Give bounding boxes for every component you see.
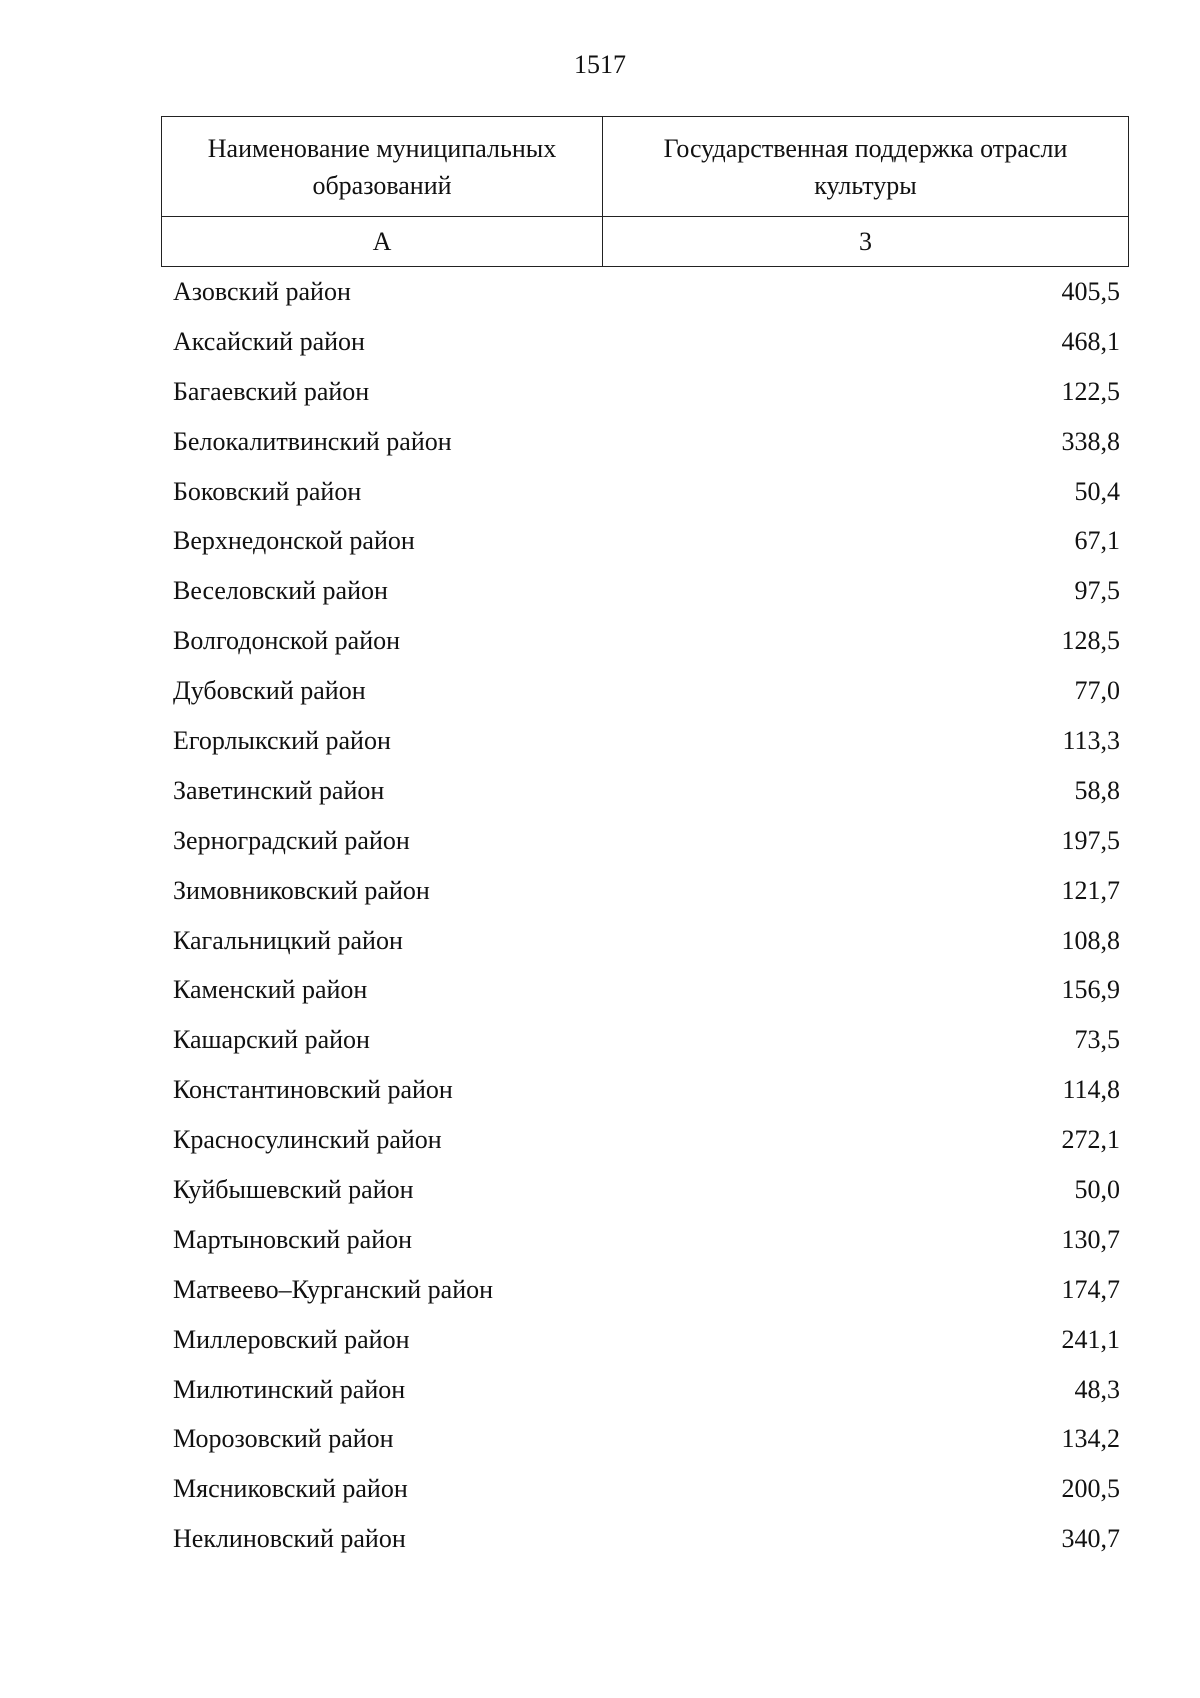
support-amount: 67,1: [1074, 526, 1120, 556]
table-body: [173, 267, 1120, 1564]
municipality-name: Мясниковский район: [173, 1474, 408, 1504]
column-index-row: [162, 217, 1129, 267]
column-index-value: 3: [603, 217, 1129, 267]
support-amount: 174,7: [1061, 1274, 1120, 1304]
support-amount: 122,5: [1061, 376, 1120, 406]
table-row: [173, 1464, 1120, 1514]
support-amount: 73,5: [1074, 1025, 1120, 1055]
municipality-name: Кашарский район: [173, 1025, 370, 1055]
table-row: [173, 866, 1120, 916]
municipality-name: Матвеево–Курганский район: [173, 1274, 494, 1304]
table-row: [173, 566, 1120, 616]
municipality-name: Красносулинский район: [173, 1125, 442, 1155]
column-index-name: А: [162, 217, 603, 267]
municipality-name: Миллеровский район: [173, 1324, 410, 1354]
table-row: [173, 417, 1120, 467]
table-row: [173, 1315, 1120, 1365]
municipality-name: Дубовский район: [173, 676, 366, 706]
municipality-name: Заветинский район: [173, 775, 385, 805]
support-amount: 77,0: [1074, 676, 1120, 706]
table-row: [173, 766, 1120, 816]
support-amount: 241,1: [1061, 1324, 1120, 1354]
municipality-name: Константиновский район: [173, 1075, 453, 1105]
table-row: [173, 516, 1120, 566]
support-amount: 130,7: [1061, 1224, 1120, 1254]
support-amount: 197,5: [1061, 825, 1120, 855]
municipality-name: Зерноградский район: [173, 825, 410, 855]
header-row: [162, 117, 1129, 217]
table-row: [173, 1365, 1120, 1415]
municipality-name: Кагальницкий район: [173, 925, 403, 955]
support-amount: 340,7: [1061, 1524, 1120, 1554]
municipality-name: Егорлыкский район: [173, 725, 391, 755]
table-row: [173, 1115, 1120, 1165]
municipality-name: Боковский район: [173, 476, 362, 506]
table-row: [173, 616, 1120, 666]
table-row: [173, 1215, 1120, 1265]
support-amount: 58,8: [1074, 775, 1120, 805]
table-row: [173, 1165, 1120, 1215]
municipality-name: Морозовский район: [173, 1424, 394, 1454]
support-amount: 200,5: [1061, 1474, 1120, 1504]
municipality-name: Верхнедонской район: [173, 526, 415, 556]
table-row: [173, 1265, 1120, 1315]
support-amount: 113,3: [1062, 725, 1120, 755]
municipality-name: Милютинский район: [173, 1374, 406, 1404]
support-amount: 272,1: [1061, 1125, 1120, 1155]
table-row: [173, 1414, 1120, 1464]
municipality-name: Каменский район: [173, 975, 368, 1005]
municipality-name: Неклиновский район: [173, 1524, 406, 1554]
table-row: [173, 965, 1120, 1015]
support-amount: 97,5: [1074, 576, 1120, 606]
table-row: [173, 317, 1120, 367]
municipality-name: Белокалитвинский район: [173, 426, 452, 456]
column-header-name: Наименование муниципальных образований: [162, 117, 603, 217]
municipality-name: Азовский район: [173, 276, 351, 306]
support-amount: 108,8: [1061, 925, 1120, 955]
table-row: [173, 267, 1120, 317]
table-row: [173, 716, 1120, 766]
support-amount: 134,2: [1061, 1424, 1120, 1454]
support-amount: 156,9: [1061, 975, 1120, 1005]
municipality-name: Мартыновский район: [173, 1224, 413, 1254]
municipality-name: Зимовниковский район: [173, 875, 430, 905]
table-header: [161, 116, 1129, 267]
table-row: [173, 367, 1120, 417]
support-amount: 128,5: [1061, 626, 1120, 656]
support-amount: 50,4: [1074, 476, 1120, 506]
page-number: 1517: [574, 50, 626, 79]
table-row: [173, 467, 1120, 517]
support-amount: 48,3: [1074, 1374, 1120, 1404]
table-row: [173, 916, 1120, 966]
municipality-name: Аксайский район: [173, 326, 365, 356]
column-header-value: Государственная поддержка отрасли культуры: [603, 117, 1129, 217]
support-amount: 338,8: [1061, 426, 1120, 456]
municipality-name: Куйбышевский район: [173, 1174, 414, 1204]
municipality-name: Волгодонской район: [173, 626, 401, 656]
support-amount: 468,1: [1061, 326, 1120, 356]
table-row: [173, 1015, 1120, 1065]
support-amount: 114,8: [1062, 1075, 1120, 1105]
municipality-name: Веселовский район: [173, 576, 388, 606]
support-amount: 405,5: [1061, 276, 1120, 306]
table-row: [173, 1514, 1120, 1564]
table-row: [173, 666, 1120, 716]
support-amount: 50,0: [1074, 1174, 1120, 1204]
table-row: [173, 1065, 1120, 1115]
municipality-name: Багаевский район: [173, 376, 370, 406]
support-amount: 121,7: [1061, 875, 1120, 905]
table-row: [173, 816, 1120, 866]
